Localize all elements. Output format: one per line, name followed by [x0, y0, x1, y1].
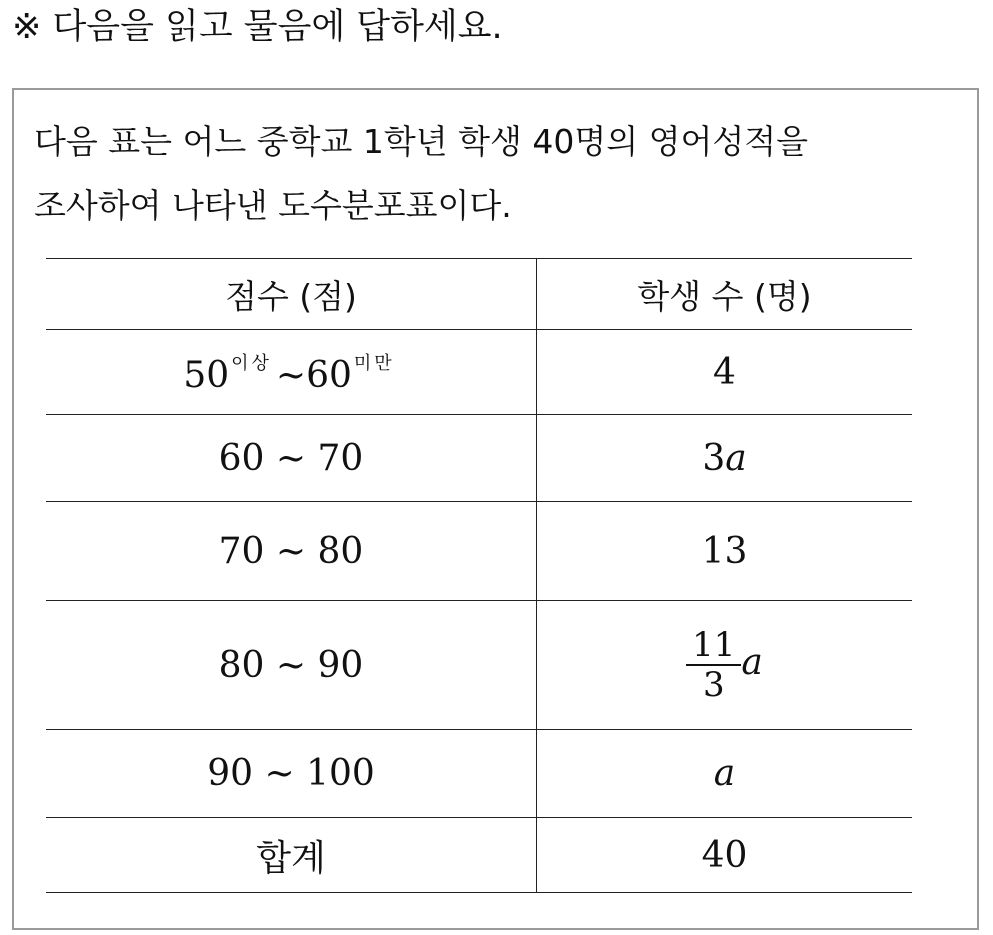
- count-cell: [537, 601, 913, 730]
- count-variable: a: [725, 437, 747, 479]
- count-cell: [537, 730, 913, 818]
- range-cell: 80 ~ 90: [46, 601, 537, 730]
- fraction-numerator: 11: [686, 626, 741, 666]
- total-count: 40: [537, 818, 913, 893]
- header-score: 점수 (점): [46, 259, 537, 330]
- count-coefficient: 3: [702, 437, 726, 479]
- table-total-row: [46, 818, 912, 893]
- count-cell: 4: [537, 330, 913, 415]
- total-label: 합계: [46, 818, 537, 893]
- statement-line-1: 다음 표는 어느 중학교 1학년 학생 40명의 영어성적을: [34, 122, 808, 161]
- instruction-text: ※ 다음을 읽고 물음에 답하세요.: [12, 7, 503, 47]
- statement-line-2: 조사하여 나타낸 도수분포표이다.: [34, 186, 512, 225]
- problem-box: [12, 88, 979, 930]
- table-row: [46, 730, 912, 818]
- count-variable: a: [741, 642, 763, 683]
- range-tilde: ~: [275, 354, 307, 396]
- range-high-unit: 미만: [353, 352, 395, 374]
- range-cell: 70 ~ 80: [46, 502, 537, 601]
- table-row: [46, 330, 912, 415]
- table-row: [46, 415, 912, 502]
- table-row: [46, 601, 912, 730]
- range-low: 50: [183, 354, 230, 396]
- frequency-table: [46, 258, 912, 893]
- range-cell: 60 ~ 70: [46, 415, 537, 502]
- problem-statement: [34, 110, 964, 238]
- table-row: [46, 502, 912, 601]
- count-cell: 13: [537, 502, 913, 601]
- range-high: 60: [306, 354, 352, 396]
- range-cell: [46, 330, 537, 415]
- table-header-row: [46, 259, 912, 330]
- range-cell: 90 ~ 100: [46, 730, 537, 818]
- count-variable: a: [713, 753, 736, 794]
- range-low-unit: 이상: [231, 352, 272, 374]
- header-count: 학생 수 (명): [537, 259, 913, 330]
- count-cell: [537, 415, 913, 502]
- count-fraction: [686, 626, 741, 704]
- fraction-denominator: 3: [702, 665, 725, 705]
